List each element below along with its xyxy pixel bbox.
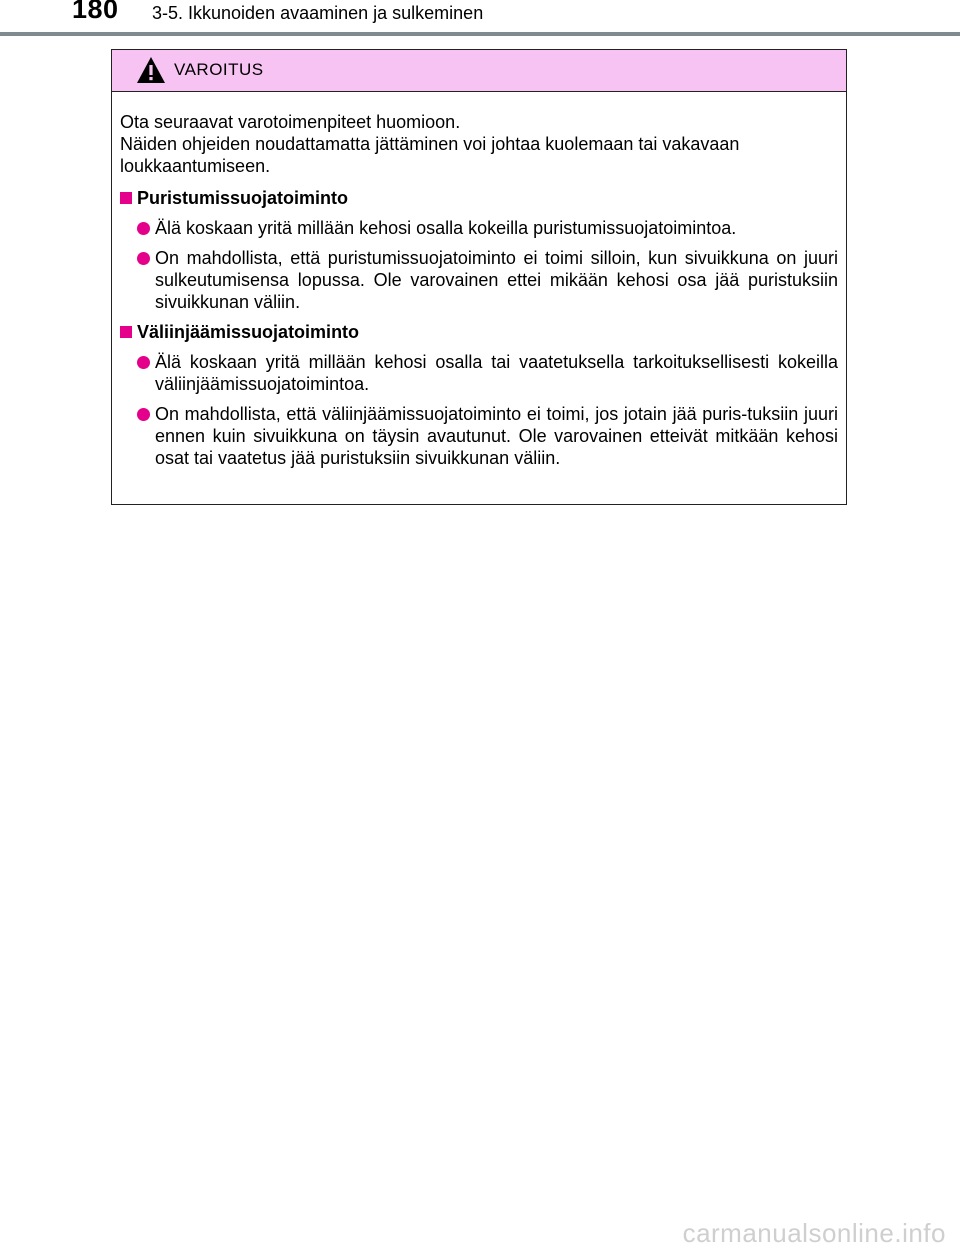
page-number: 180 (72, 0, 119, 24)
bullet-text: Älä koskaan yritä millään kehosi osalla kokeilla puristumissuojatoimintoa. (155, 218, 737, 238)
section-heading (120, 187, 838, 209)
bullet-text: On mahdollista, että puristumissuojatoiminto ei toimi silloin, kun sivuikkuna on juuri sulkeutumisensa lopussa. Ole varovainen ettei mikään kehosi osa jää puristuksiin sivuikkunan väliin. (155, 248, 838, 312)
bullet-item (120, 217, 838, 239)
bullet-text: Älä koskaan yritä millään kehosi osalla tai vaatetuksella tarkoituksellisesti kokeilla väliinjäämissuojatoimintoa. (155, 352, 838, 394)
warning-intro: Ota seuraavat varotoimenpiteet huomioon. Näiden ohjeiden noudattamatta jättäminen voi johtaa kuolemaan tai vakavaan loukkaantumiseen. (120, 112, 740, 176)
section-heading (120, 321, 838, 343)
warning-box (111, 49, 847, 505)
square-bullet-icon (120, 192, 132, 204)
circle-bullet-icon (137, 408, 150, 421)
warning-triangle-icon (136, 56, 166, 84)
header-rule (0, 32, 960, 36)
section-heading-text: Puristumissuojatoiminto (137, 188, 349, 208)
circle-bullet-icon (137, 356, 150, 369)
bullet-item (120, 403, 838, 469)
bullet-item (120, 247, 838, 313)
warning-body (112, 92, 846, 469)
warning-title: VAROITUS (174, 60, 264, 79)
page-header (0, 0, 960, 38)
circle-bullet-icon (137, 222, 150, 235)
warning-header (112, 50, 846, 92)
section-heading-text: Väliinjäämissuojatoiminto (137, 322, 360, 342)
square-bullet-icon (120, 326, 132, 338)
watermark: carmanualsonline.info (682, 1218, 946, 1248)
section-title: 3-5. Ikkunoiden avaaminen ja sulkeminen (152, 3, 484, 23)
bullet-text: On mahdollista, että väliinjäämissuojatoiminto ei toimi, jos jotain jää puris-tuksiin juuri ennen kuin sivuikkuna on täysin avautunut. Ole varovainen etteivät mitkään kehosi osat tai vaatetus jää puristuksiin sivuikkunan väliin. (155, 404, 838, 468)
bullet-item (120, 351, 838, 395)
circle-bullet-icon (137, 252, 150, 265)
